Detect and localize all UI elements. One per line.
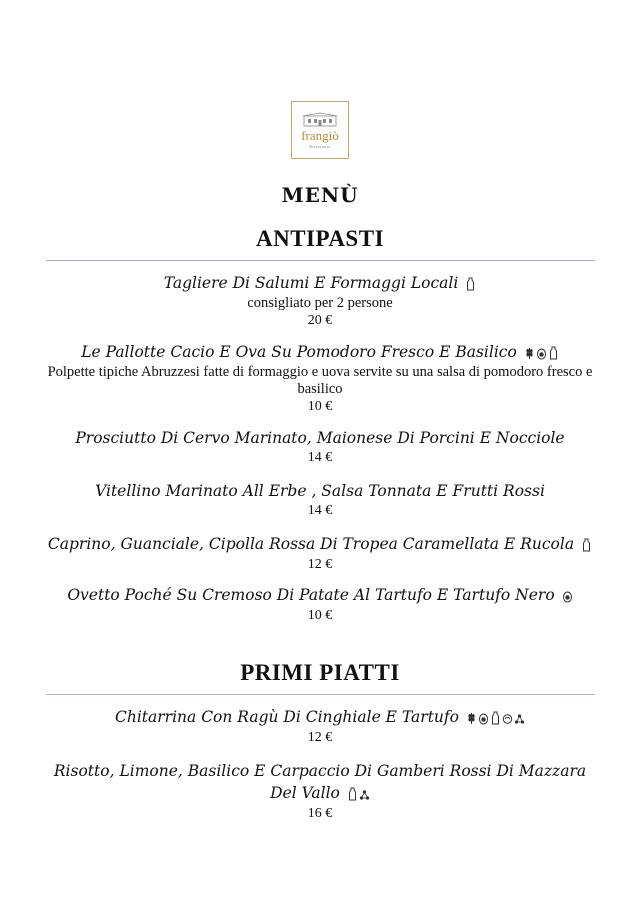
dish-name: Risotto, Limone, Basilico E Carpaccio Di Gamberi Rossi Di Mazzara Del Vallo — [53, 762, 587, 802]
wheat-icon — [524, 346, 535, 360]
dish-price: 10 € — [307, 608, 333, 623]
dish-price: 20 € — [307, 313, 333, 328]
dish-price: 16 € — [307, 806, 333, 821]
dish-name: Chitarrina Con Ragù Di Cinghiale E Tartufo — [115, 708, 459, 726]
restaurant-logo — [291, 101, 349, 159]
dish-item — [40, 272, 600, 329]
dish-item — [40, 480, 600, 519]
dish-item — [40, 760, 600, 822]
milk-icon — [490, 711, 501, 725]
wheat-icon — [466, 711, 477, 725]
allergen-icons — [580, 534, 592, 556]
shellfish-icon — [514, 711, 525, 725]
dish-item — [40, 706, 600, 746]
page-title: MENÙ — [281, 183, 359, 207]
dish-price: 12 € — [307, 557, 333, 572]
egg-icon — [536, 346, 547, 360]
milk-icon — [581, 538, 592, 552]
egg-icon — [562, 589, 573, 603]
dish-name: Tagliere Di Salumi E Formaggi Locali — [163, 274, 459, 292]
egg-icon — [478, 711, 489, 725]
building-icon — [300, 112, 340, 128]
section-divider — [46, 260, 595, 261]
shellfish-icon — [359, 787, 370, 801]
dish-price: 12 € — [307, 730, 333, 745]
dish-description: Polpette tipiche Abruzzesi fatte di formaggio e uova servite su una salsa di pomodoro fresco e basilico — [47, 364, 593, 397]
logo-subtitle: Ristorante — [309, 143, 331, 149]
dish-price: 10 € — [307, 399, 333, 414]
dish-item — [40, 341, 600, 415]
dish-name: Le Pallotte Cacio E Ova Su Pomodoro Fresco E Basilico — [81, 343, 517, 361]
allergen-icons — [465, 707, 525, 729]
logo-name: frangiò — [301, 127, 339, 143]
section-divider — [46, 694, 595, 695]
milk-icon — [347, 787, 358, 801]
dish-description: consigliato per 2 persone — [247, 295, 393, 311]
section-title-primi-piatti: PRIMI PIATTI — [240, 660, 400, 685]
milk-icon — [465, 277, 476, 291]
dish-item — [40, 584, 600, 624]
allergen-icons — [561, 585, 573, 607]
dish-item — [40, 427, 600, 466]
milk-icon — [548, 346, 559, 360]
dish-name: Caprino, Guanciale, Cipolla Rossa Di Tropea Caramellata E Rucola — [47, 535, 575, 553]
dish-price: 14 € — [307, 503, 333, 518]
allergen-icons — [523, 342, 559, 364]
section-title-antipasti: ANTIPASTI — [255, 226, 385, 251]
dish-price: 14 € — [307, 450, 333, 465]
dish-name: Vitellino Marinato All Erbe , Salsa Tonnata E Frutti Rossi — [95, 482, 545, 500]
allergen-icons — [346, 783, 370, 805]
celery-icon — [502, 711, 513, 725]
dish-name: Prosciutto Di Cervo Marinato, Maionese Di Porcini E Nocciole — [75, 429, 565, 447]
dish-name: Ovetto Poché Su Cremoso Di Patate Al Tartufo E Tartufo Nero — [67, 586, 555, 604]
allergen-icons — [464, 273, 476, 295]
dish-item — [40, 533, 600, 573]
